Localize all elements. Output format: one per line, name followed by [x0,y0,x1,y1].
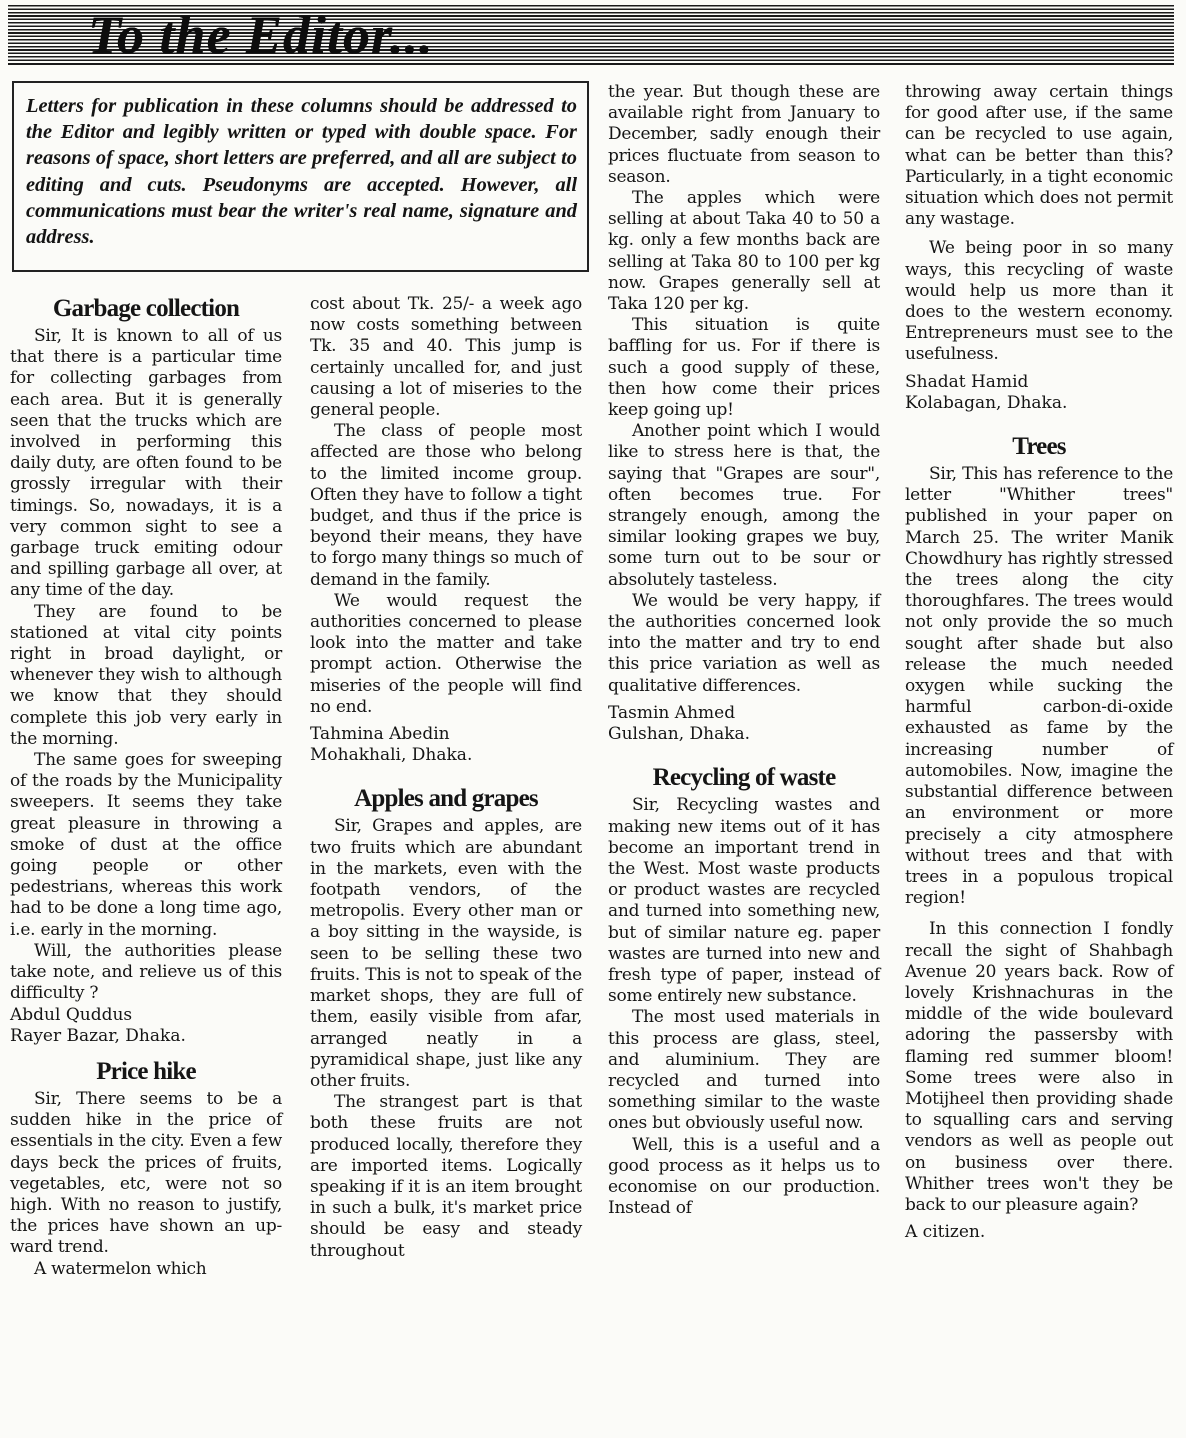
column-4 [905,82,1173,1243]
letter-paragraph: Sir, Grapes and apples, are two fruits which are abundant in the markets, even with the footpath vendors, of the metropolis. Every other man or a boy sitting in the wayside, is seen to be selling these two fruits. This is not to speak of the market shops, they are full of them, easily visible from afar, arranged neatly in a pyramidical shape, just like any other fruits. [310,816,582,1091]
letter-headline: Apples and grapes [354,785,538,813]
masthead-banner [8,5,1174,65]
letter-headline: Garbage collection [52,295,240,322]
letter-paragraph: A watermelon which [34,1258,207,1279]
letter-paragraph: The apples which were selling at about Taka 40 to 50 a kg. only a few months back are selling at Taka 80 to 100 per kg now. Grapes generally sell at Taka 120 per kg. [608,188,880,315]
letter-paragraph-continued: throwing away certain things for good after use, if the same can be recycled to use again, what can be better than this? Particularly, in a tight economic situation which does not permit any wastage. [905,82,1173,230]
letter-paragraph: We would request the authorities concerned to please look into the matter and take prompt action. Otherwise the miseries of the people will find no end. [310,590,582,717]
letter-apples-and-grapes [310,782,582,1261]
letter-paragraph: Sir, This has reference to the letter "Whither trees" published in your paper on March 25. The writer Manik Chowdhury has rightly stressed the trees along the city thoroughfares. The trees would not only provide the so much sought after shade but also release the much needed oxygen while sucking the harmful carbon-di-oxide exhausted as fame by the increasing number of automobiles. Now, imagine the substantial difference between an environment or more precisely a city atmosphere without trees and that with trees in a populous tropical region! [905,464,1173,909]
letter-headline: Trees [1012,433,1066,461]
letter-paragraph: They are found to be stationed at vital city points right in broad daylight, or whenever they wish to although we know that they should complete this job very early in the morning. [10,601,282,749]
letter-paragraph: Sir, It is known to all of us that there is a particular time for collecting garbages from each area. But it is generally seen that the trucks which are involved in performing this daily duty, are often found to be grossly irregular with their timings. So, nowadays, it is a very common sight to see a garbage truck emiting odour and spilling garbage all over, at any time of the day. [10,326,282,601]
letter-paragraph: Will, the authorities please take note, and relieve us of this difficulty ? [10,940,282,1004]
submission-notice: Letters for publication in these columns should be addressed to the Editor and legibly written or typed with double space. For reasons of space, short letters are preferred, and all are subject to editing and cuts. Pseudonyms are accepted. However, all communications must bear the writer's real name, signature and address. [12,81,589,272]
letter-paragraph: We would be very happy, if the authorities concerned look into the matter and try to end this price variation as well as qualitative differences. [608,590,880,696]
letter-paragraph: Another point which I would like to stress here is that, the saying that "Grapes are sour", often becomes true. For strangely enough, among the similar looking grapes we buy, some turn out to be sour or absolutely tasteless. [608,421,880,590]
letter-paragraph: In this connection I fondly recall the sight of Shahbagh Avenue 20 years back. Row of lovely Krishnachuras in the middle of the wide boulevard adoring the passersby with flaming red summer bloom! Some trees were also in Motijheel then providing shade to squalling cars and serving vendors as well as people out on business over there. Whither trees won't they be back to our pleasure again? [905,919,1173,1215]
letter-paragraph: The same goes for sweeping of the roads by the Municipality sweepers. It seems they take great pleasure in throwing a smoke of dust at the office going people or other pedestrians, whereas this work had to be done a long time ago, i.e. early in the morning. [10,750,282,940]
letter-address: Mohakhali, Dhaka. [310,745,473,766]
letter-paragraph: The class of people most affected are those who belong to the limited income group. Often they have to follow a tight budget, and thus if the price is beyond their means, they have to forgo many things so much of demand in the family. [310,421,582,590]
letter-address: Gulshan, Dhaka. [608,724,751,745]
letter-trees [905,430,1173,1243]
letter-paragraph: This situation is quite baffling for us. For if there is such a good supply of these, then how come their prices keep going up! [608,315,880,421]
letter-headline: Price hike [96,1057,196,1085]
column-2 [310,294,582,1262]
letter-author: Shadat Hamid [905,371,1029,392]
letter-author: Abdul Quddus [10,1004,133,1025]
letter-paragraph: Sir, Recycling wastes and making new items out of it has become an important trend in the West. Most waste products or product wastes are recycled and turned into something new, but of similar nature eg. paper wastes are turned into new and fresh type of paper, instead of some entirely new substance. [608,795,880,1007]
column-3 [608,82,880,1219]
letter-author: A citizen. [905,1222,986,1243]
letter-paragraph: Well, this is a useful and a good process as it helps us to economise on our production. Instead of [608,1134,880,1219]
letter-address: Kolabagan, Dhaka. [905,392,1068,413]
letter-paragraph: We being poor in so many ways, this recycling of waste would help us more than it does to the western economy. Entrepreneurs must see to the usefulness. [905,238,1173,365]
letter-price-hike [10,1055,282,1280]
letter-garbage-collection [10,292,282,1047]
letter-headline: Recycling of waste [652,764,836,792]
section-title: To the Editor... [88,5,434,65]
letter-paragraph-continued: the year. But though these are available right from January to December, sadly enough their prices fluctuate from season to season. [608,82,880,187]
letter-paragraph: Sir, There seems to be a sudden hike in the price of essentials in the city. Even a few days beck the prices of fruits, vegetables, etc, were not so high. With no reason to justify, the prices have shown an up-ward trend. [10,1088,282,1258]
letter-paragraph: The most used materials in this process are glass, steel, and aluminium. They are recycled and turned into something similar to the waste ones but obviously useful now. [608,1007,880,1134]
column-1 [10,292,282,1280]
letter-paragraph-continued: cost about Tk. 25/- a week ago now costs something between Tk. 35 and 40. This jump is certainly uncalled for, and just causing a lot of miseries to the general people. [310,294,582,421]
letter-paragraph: The strangest part is that both these fruits are not produced locally, therefore they are imported items. Logically speaking if it is an item brought in such a bulk, it's market price should be easy and steady throughout [310,1092,582,1261]
letter-author: Tasmin Ahmed [608,702,736,723]
letter-author: Tahmina Abedin [310,724,450,745]
letter-address: Rayer Bazar, Dhaka. [10,1025,186,1046]
letter-recycling-of-waste [608,761,880,1219]
